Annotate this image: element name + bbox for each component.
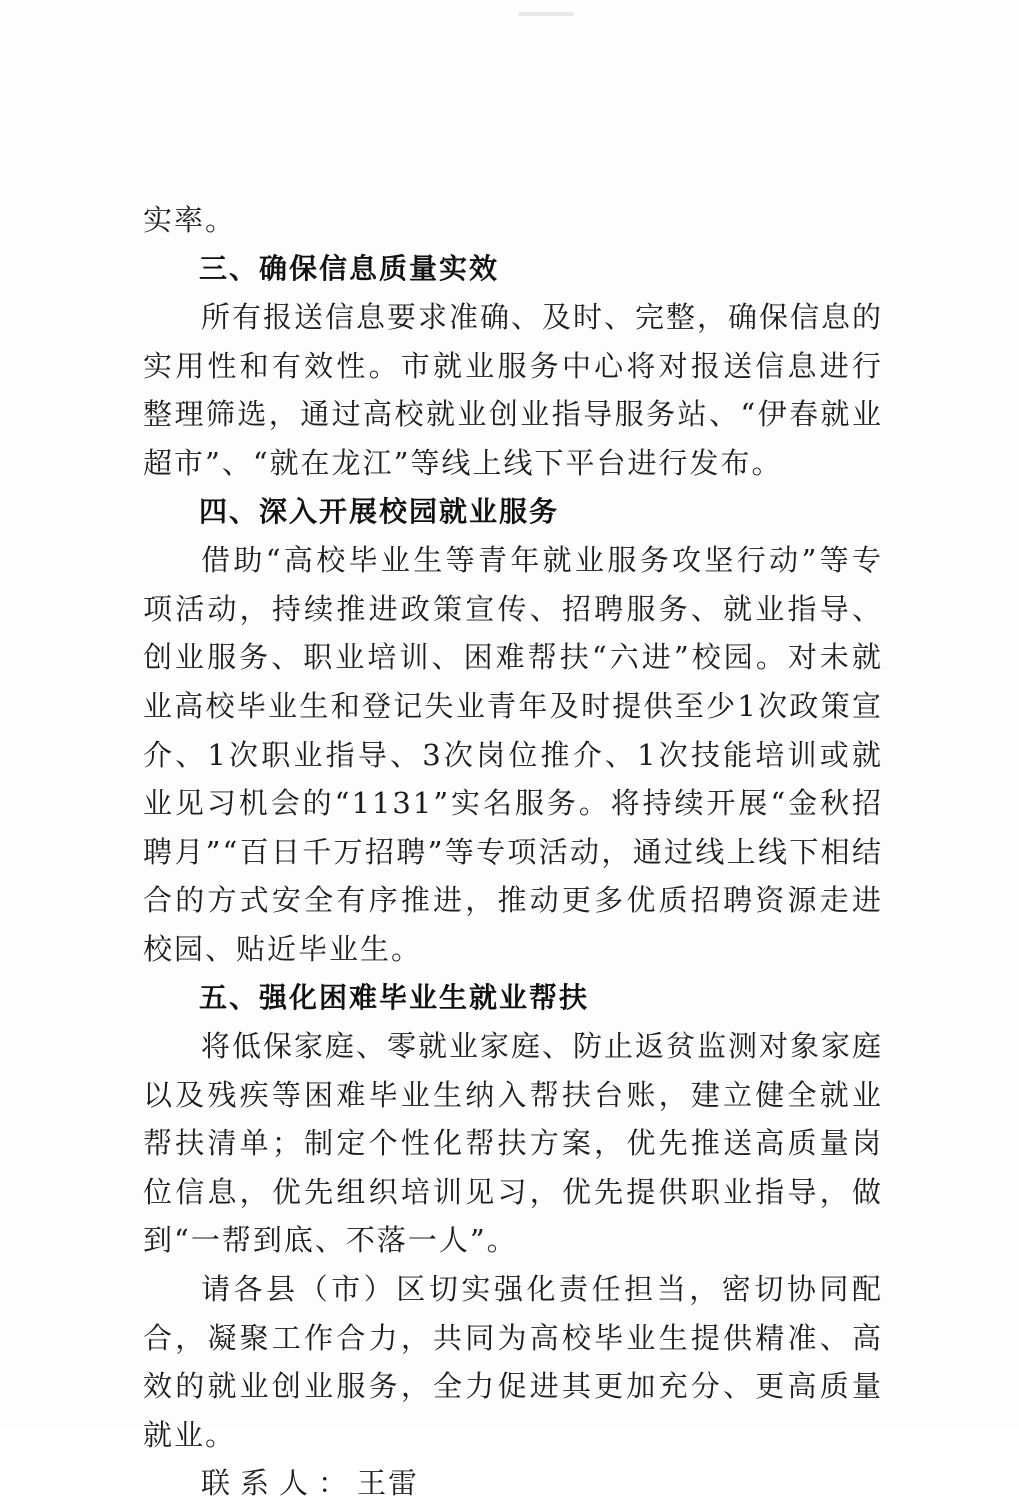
section-5-paragraph: 将低保家庭、零就业家庭、防止返贫监测对象家庭以及残疾等困难毕业生纳入帮扶台账，建立健全就业帮扶清单；制定个性化帮扶方案，优先推送高质量岗位信息，优先组织培训见习，优先提供职业指导，做到“一帮到底、不落一人”。 (143, 1029, 884, 1258)
section-4-heading: 四、深入开展校园就业服务 (199, 494, 560, 528)
continuation-paragraph: 实率。 (143, 203, 237, 237)
document-body (143, 196, 883, 1508)
contact-line (143, 1459, 883, 1508)
contact-name: 王雷 (357, 1466, 420, 1501)
contact-label: 联系人： (201, 1466, 358, 1501)
section-5-heading: 五、强化困难毕业生就业帮扶 (199, 980, 590, 1014)
closing-paragraph: 请各县（市）区切实强化责任担当，密切协同配合，凝聚工作合力，共同为高校毕业生提供精准、高效的就业创业服务，全力促进其更加充分、更高质量就业。 (143, 1272, 883, 1452)
section-3-heading: 三、确保信息质量实效 (199, 251, 500, 285)
section-4-paragraph: 借助“高校毕业生等青年就业服务攻坚行动”等专项活动，持续推进政策宣传、招聘服务、就业指导、创业服务、职业培训、困难帮扶“六进”校园。对未就业高校毕业生和登记失业青年及时提供至少1次政策宣介、1次职业指导、3次岗位推介、1次技能培训或就业见习机会的“1131”实名服务。将持续开展“金秋招聘月”“百日千万招聘”等专项活动，通过线上线下相结合的方式安全有序推进，推动更多优质招聘资源走进校园、贴近毕业生。 (143, 543, 883, 966)
scan-artifact (518, 12, 574, 16)
section-3-paragraph: 所有报送信息要求准确、及时、完整，确保信息的实用性和有效性。市就业服务中心将对报送信息进行整理筛选，通过高校就业创业指导服务站、“伊春就业超市”、“就在龙江”等线上线下平台进行发布。 (143, 300, 884, 480)
